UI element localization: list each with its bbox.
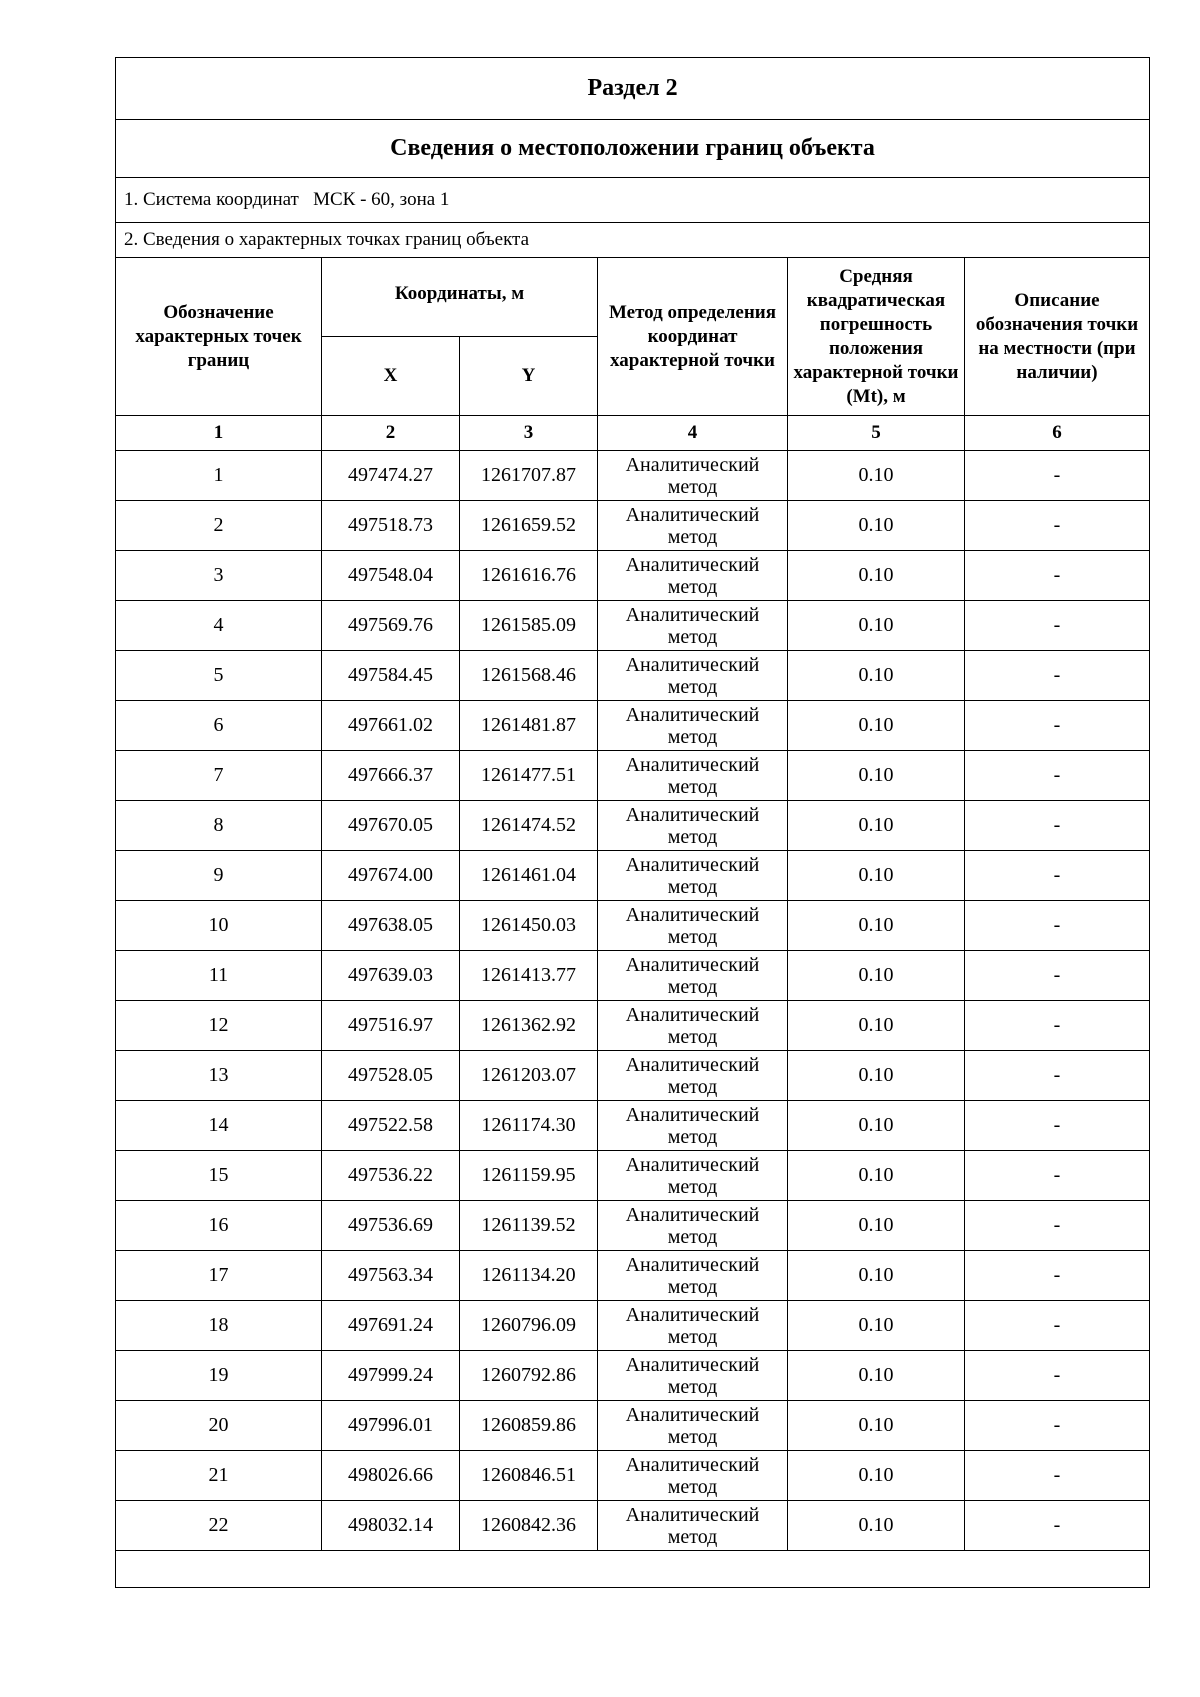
point-number: 12 (116, 1001, 322, 1051)
coord-x: 497666.37 (322, 751, 460, 801)
mt-value: 0.10 (788, 451, 965, 501)
method-cell (598, 851, 788, 901)
method-cell (598, 1401, 788, 1451)
method-line-1: Аналитический (625, 553, 760, 576)
coord-y: 1261362.92 (460, 1001, 598, 1051)
column-number: 2 (322, 416, 460, 451)
method-cell (598, 1151, 788, 1201)
table-row (116, 851, 1150, 901)
method-cell (598, 1201, 788, 1251)
method-line-2: метод (667, 1025, 718, 1048)
method-line-2: метод (667, 1375, 718, 1398)
boundary-points-table (115, 57, 1150, 1588)
table-row (116, 1151, 1150, 1201)
method-line-2: метод (667, 1425, 718, 1448)
table-row (116, 551, 1150, 601)
coord-y: 1261450.03 (460, 901, 598, 951)
point-description: - (965, 1001, 1150, 1051)
method-cell (598, 1251, 788, 1301)
mt-value: 0.10 (788, 1351, 965, 1401)
method-line-2: метод (667, 825, 718, 848)
column-number: 5 (788, 416, 965, 451)
coord-y: 1261616.76 (460, 551, 598, 601)
point-description: - (965, 1101, 1150, 1151)
point-description: - (965, 501, 1150, 551)
table-row (116, 1401, 1150, 1451)
coord-x: 497563.34 (322, 1251, 460, 1301)
coord-y: 1260846.51 (460, 1451, 598, 1501)
point-number: 8 (116, 801, 322, 851)
coord-y: 1261659.52 (460, 501, 598, 551)
method-line-2: метод (667, 1125, 718, 1148)
table-row (116, 501, 1150, 551)
method-line-1: Аналитический (625, 903, 760, 926)
point-description: - (965, 1151, 1150, 1201)
coord-y: 1261474.52 (460, 801, 598, 851)
method-cell (598, 1451, 788, 1501)
coord-x: 497548.04 (322, 551, 460, 601)
point-number: 14 (116, 1101, 322, 1151)
point-number: 19 (116, 1351, 322, 1401)
method-cell (598, 801, 788, 851)
method-line-1: Аналитический (625, 753, 760, 776)
coord-x: 497518.73 (322, 501, 460, 551)
table-row (116, 1501, 1150, 1551)
table-row (116, 651, 1150, 701)
point-number: 21 (116, 1451, 322, 1501)
point-number: 7 (116, 751, 322, 801)
coord-x: 497638.05 (322, 901, 460, 951)
method-line-1: Аналитический (625, 1253, 760, 1276)
mt-value: 0.10 (788, 951, 965, 1001)
mt-value: 0.10 (788, 1101, 965, 1151)
coord-x: 498026.66 (322, 1451, 460, 1501)
coord-y: 1261203.07 (460, 1051, 598, 1101)
method-line-1: Аналитический (625, 1103, 760, 1126)
column-number: 4 (598, 416, 788, 451)
coord-x: 497536.22 (322, 1151, 460, 1201)
coord-y: 1261481.87 (460, 701, 598, 751)
mt-value: 0.10 (788, 551, 965, 601)
point-number: 20 (116, 1401, 322, 1451)
point-number: 2 (116, 501, 322, 551)
table-row (116, 951, 1150, 1001)
table-row (116, 1101, 1150, 1151)
table-row (116, 601, 1150, 651)
coord-x: 497516.97 (322, 1001, 460, 1051)
point-description: - (965, 801, 1150, 851)
method-line-2: метод (667, 1075, 718, 1098)
method-cell (598, 901, 788, 951)
point-description: - (965, 1501, 1150, 1551)
method-line-1: Аналитический (625, 1053, 760, 1076)
method-line-1: Аналитический (625, 453, 760, 476)
mt-value: 0.10 (788, 1051, 965, 1101)
method-line-1: Аналитический (625, 1003, 760, 1026)
point-description: - (965, 451, 1150, 501)
boundary-points-document (115, 57, 1149, 1588)
point-number: 17 (116, 1251, 322, 1301)
table-row (116, 1451, 1150, 1501)
method-cell (598, 1051, 788, 1101)
method-cell (598, 1101, 788, 1151)
point-description: - (965, 651, 1150, 701)
coord-x: 498032.14 (322, 1501, 460, 1551)
method-cell (598, 451, 788, 501)
mt-value: 0.10 (788, 1201, 965, 1251)
method-line-1: Аналитический (625, 803, 760, 826)
point-description: - (965, 751, 1150, 801)
coord-x: 497584.45 (322, 651, 460, 701)
coord-y: 1261477.51 (460, 751, 598, 801)
table-row (116, 801, 1150, 851)
point-description: - (965, 1051, 1150, 1101)
method-line-1: Аналитический (625, 1453, 760, 1476)
method-line-1: Аналитический (625, 1403, 760, 1426)
empty-row (116, 1551, 1150, 1588)
header-x: X (322, 337, 460, 416)
point-number: 9 (116, 851, 322, 901)
coord-x: 497522.58 (322, 1101, 460, 1151)
table-row (116, 1301, 1150, 1351)
method-line-1: Аналитический (625, 953, 760, 976)
coord-x: 497474.27 (322, 451, 460, 501)
coord-x: 497674.00 (322, 851, 460, 901)
column-number: 1 (116, 416, 322, 451)
method-line-2: метод (667, 475, 718, 498)
method-cell (598, 1001, 788, 1051)
section-title: Раздел 2 (116, 58, 1150, 120)
point-description: - (965, 1251, 1150, 1301)
coord-x: 497661.02 (322, 701, 460, 751)
points-heading: 2. Сведения о характерных точках границ объекта (116, 223, 1150, 258)
method-cell (598, 1351, 788, 1401)
point-number: 4 (116, 601, 322, 651)
mt-value: 0.10 (788, 651, 965, 701)
coord-system-line (116, 178, 1150, 223)
coord-y: 1261585.09 (460, 601, 598, 651)
header-error: Средняя квадратическая погрешность положения характерной точки (Mt), м (788, 258, 965, 416)
point-description: - (965, 951, 1150, 1001)
mt-value: 0.10 (788, 751, 965, 801)
column-number: 6 (965, 416, 1150, 451)
coord-system-label: 1. Система координат (124, 189, 299, 210)
coord-y: 1260859.86 (460, 1401, 598, 1451)
mt-value: 0.10 (788, 501, 965, 551)
mt-value: 0.10 (788, 601, 965, 651)
empty-cell (116, 1551, 1150, 1588)
coord-x: 497536.69 (322, 1201, 460, 1251)
point-description: - (965, 551, 1150, 601)
method-line-1: Аналитический (625, 1153, 760, 1176)
mt-value: 0.10 (788, 1251, 965, 1301)
method-line-2: метод (667, 525, 718, 548)
point-number: 15 (116, 1151, 322, 1201)
point-number: 18 (116, 1301, 322, 1351)
section-subtitle: Сведения о местоположении границ объекта (116, 120, 1150, 178)
coord-y: 1260842.36 (460, 1501, 598, 1551)
coord-x: 497639.03 (322, 951, 460, 1001)
coord-y: 1261461.04 (460, 851, 598, 901)
mt-value: 0.10 (788, 1501, 965, 1551)
method-line-2: метод (667, 575, 718, 598)
method-line-1: Аналитический (625, 1353, 760, 1376)
coord-y: 1261568.46 (460, 651, 598, 701)
coord-y: 1260792.86 (460, 1351, 598, 1401)
method-cell (598, 1501, 788, 1551)
point-description: - (965, 1401, 1150, 1451)
point-number: 5 (116, 651, 322, 701)
point-description: - (965, 601, 1150, 651)
point-description: - (965, 1201, 1150, 1251)
table-row (116, 1251, 1150, 1301)
method-line-2: метод (667, 1475, 718, 1498)
method-cell (598, 551, 788, 601)
method-cell (598, 701, 788, 751)
coord-x: 497569.76 (322, 601, 460, 651)
point-description: - (965, 901, 1150, 951)
point-number: 10 (116, 901, 322, 951)
method-line-1: Аналитический (625, 603, 760, 626)
header-point: Обозначение характерных точек границ (116, 258, 322, 416)
coord-x: 497691.24 (322, 1301, 460, 1351)
table-row (116, 1001, 1150, 1051)
method-cell (598, 651, 788, 701)
mt-value: 0.10 (788, 801, 965, 851)
method-line-2: метод (667, 625, 718, 648)
column-number: 3 (460, 416, 598, 451)
coord-x: 497996.01 (322, 1401, 460, 1451)
method-line-1: Аналитический (625, 653, 760, 676)
point-description: - (965, 701, 1150, 751)
coord-x: 497670.05 (322, 801, 460, 851)
header-coords: Координаты, м (322, 258, 598, 337)
coord-y: 1261707.87 (460, 451, 598, 501)
method-line-2: метод (667, 725, 718, 748)
point-description: - (965, 1301, 1150, 1351)
table-row (116, 451, 1150, 501)
method-cell (598, 1301, 788, 1351)
point-number: 22 (116, 1501, 322, 1551)
mt-value: 0.10 (788, 1151, 965, 1201)
coord-x: 497528.05 (322, 1051, 460, 1101)
point-number: 13 (116, 1051, 322, 1101)
point-description: - (965, 1351, 1150, 1401)
coord-y: 1261159.95 (460, 1151, 598, 1201)
table-row (116, 1351, 1150, 1401)
point-number: 11 (116, 951, 322, 1001)
header-description: Описание обозначения точки на местности (при наличии) (965, 258, 1150, 416)
method-line-2: метод (667, 1225, 718, 1248)
method-cell (598, 951, 788, 1001)
method-line-2: метод (667, 1175, 718, 1198)
method-line-2: метод (667, 1325, 718, 1348)
method-line-1: Аналитический (625, 1203, 760, 1226)
method-line-2: метод (667, 975, 718, 998)
table-row (116, 701, 1150, 751)
point-number: 6 (116, 701, 322, 751)
mt-value: 0.10 (788, 1401, 965, 1451)
table-row (116, 751, 1150, 801)
method-line-1: Аналитический (625, 1303, 760, 1326)
coord-x: 497999.24 (322, 1351, 460, 1401)
method-cell (598, 601, 788, 651)
method-line-1: Аналитический (625, 1503, 760, 1526)
coord-system-value: МСК - 60, зона 1 (313, 189, 450, 210)
header-y: Y (460, 337, 598, 416)
coord-y: 1260796.09 (460, 1301, 598, 1351)
method-cell (598, 501, 788, 551)
method-line-1: Аналитический (625, 703, 760, 726)
mt-value: 0.10 (788, 851, 965, 901)
table-row (116, 1201, 1150, 1251)
method-cell (598, 751, 788, 801)
method-line-1: Аналитический (625, 503, 760, 526)
mt-value: 0.10 (788, 701, 965, 751)
point-number: 3 (116, 551, 322, 601)
method-line-2: метод (667, 1525, 718, 1548)
mt-value: 0.10 (788, 1301, 965, 1351)
table-row (116, 1051, 1150, 1101)
point-number: 16 (116, 1201, 322, 1251)
method-line-2: метод (667, 675, 718, 698)
method-line-2: метод (667, 1275, 718, 1298)
mt-value: 0.10 (788, 1001, 965, 1051)
method-line-2: метод (667, 925, 718, 948)
point-number: 1 (116, 451, 322, 501)
mt-value: 0.10 (788, 1451, 965, 1501)
method-line-2: метод (667, 775, 718, 798)
method-line-1: Аналитический (625, 853, 760, 876)
table-row (116, 901, 1150, 951)
mt-value: 0.10 (788, 901, 965, 951)
point-description: - (965, 851, 1150, 901)
method-line-2: метод (667, 875, 718, 898)
point-description: - (965, 1451, 1150, 1501)
coord-y: 1261413.77 (460, 951, 598, 1001)
coord-y: 1261139.52 (460, 1201, 598, 1251)
coord-y: 1261134.20 (460, 1251, 598, 1301)
coord-y: 1261174.30 (460, 1101, 598, 1151)
header-method: Метод определения координат характерной точки (598, 258, 788, 416)
